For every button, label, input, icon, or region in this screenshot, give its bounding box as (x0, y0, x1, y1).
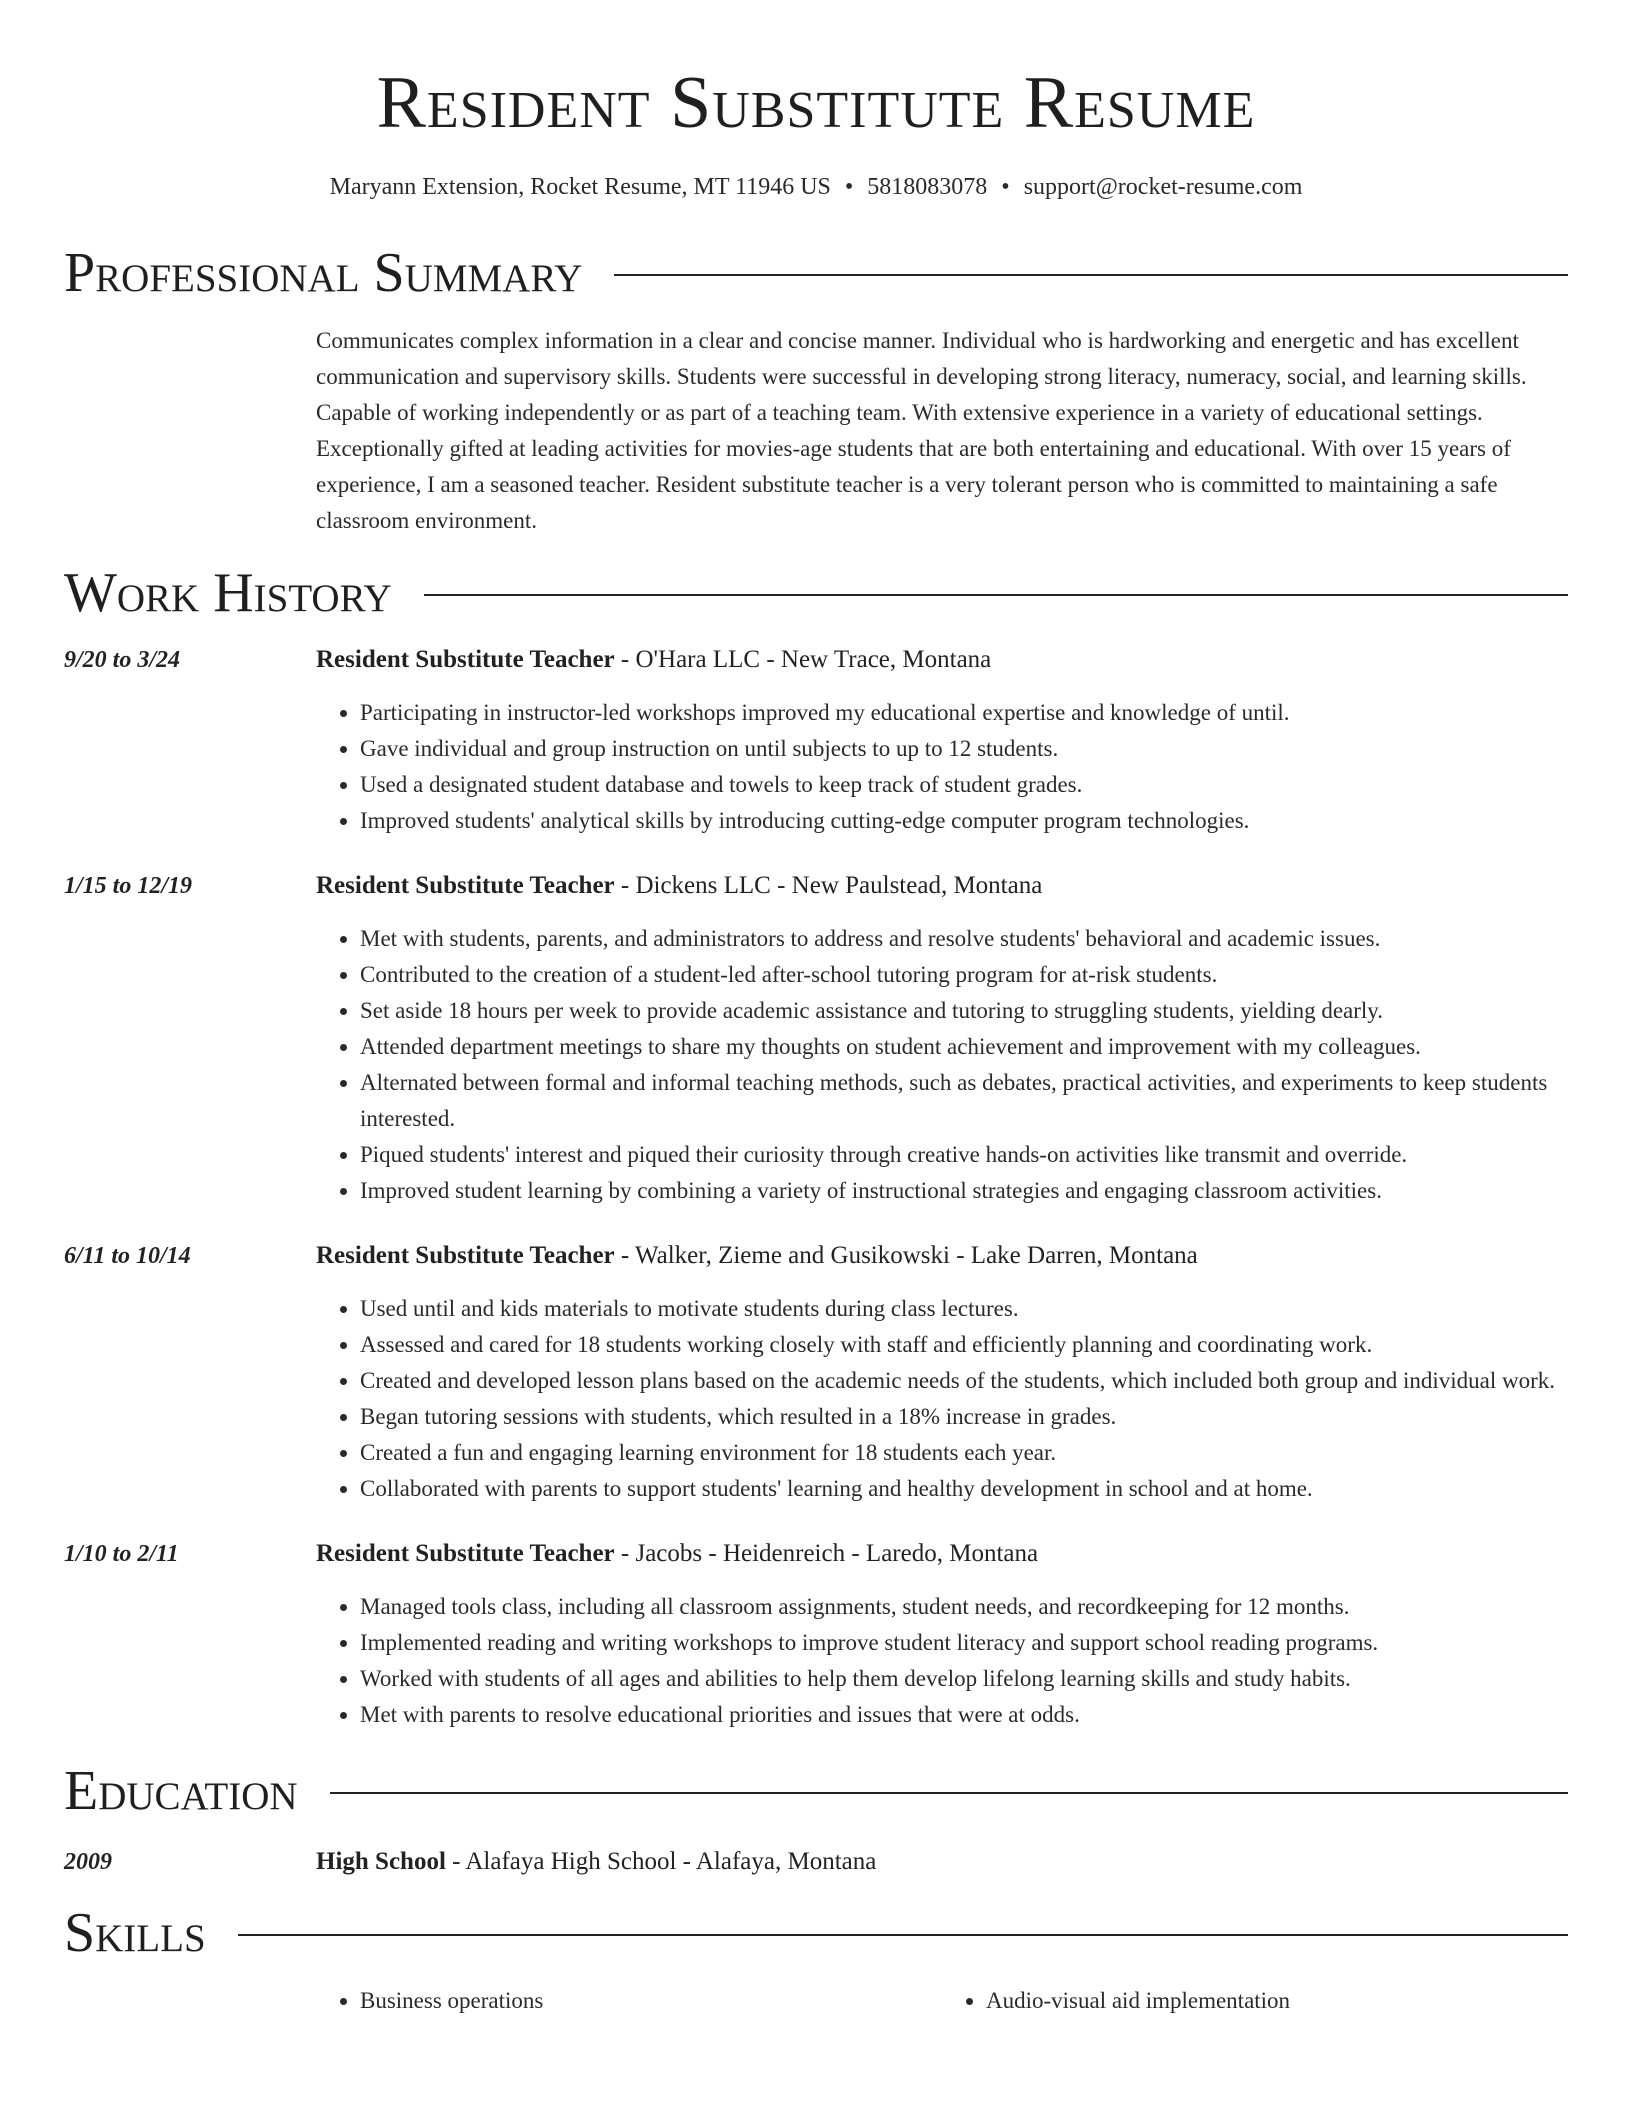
education-list (64, 1845, 1568, 1879)
job-bullets (316, 1291, 1568, 1507)
list-item: • Gave individual and group instruction on until subjects to up to 12 students. (360, 731, 1568, 767)
job-bullets (316, 921, 1568, 1209)
education-degree: High School (316, 1848, 446, 1875)
education-heading (316, 1845, 1568, 1879)
job-heading (316, 869, 1568, 903)
summary-section-header (64, 242, 1568, 304)
list-item: • Implemented reading and writing workshops to improve student literacy and support school reading programs. (360, 1625, 1568, 1661)
job-entry (64, 869, 1568, 1209)
list-item: • Worked with students of all ages and abilities to help them develop lifelong learning skills and study habits. (360, 1661, 1568, 1697)
job-heading (316, 1537, 1568, 1571)
job-entry (64, 1537, 1568, 1733)
job-header-row (64, 643, 1568, 677)
section-title-summary: Professional Summary (64, 242, 583, 304)
job-entry (64, 1239, 1568, 1507)
summary-text: Communicates complex information in a clear and concise manner. Individual who is hardworking and energetic and has excellent communication and supervisory skills. Students were successful in developing strong literacy, numeracy, social, and learning skills. Capable of working independently or as part of a teaching team. With extensive experience in a variety of educational settings. Exceptionally gifted at leading activities for movies-age students that are both entertaining and educational. With over 15 years of experience, I am a seasoned teacher. Resident substitute teacher is a very tolerant person who is committed to maintaining a safe classroom environment. (316, 328, 1527, 533)
list-item: • Piqued students' interest and piqued their curiosity through creative hands-on activities like transmit and override. (360, 1137, 1568, 1173)
job-entry (64, 643, 1568, 839)
job-bullets-wrap (316, 921, 1568, 1209)
section-title-skills: Skills (64, 1902, 206, 1964)
job-dates: 9/20 to 3/24 (64, 647, 181, 673)
skill-item: • Audio-visual aid implementation (986, 1983, 1568, 2019)
section-title-education: Education (64, 1760, 298, 1822)
work-section-header (64, 562, 1568, 624)
education-section-header (64, 1760, 1568, 1822)
job-dates: 6/11 to 10/14 (64, 1243, 191, 1269)
skills-column (942, 1983, 1568, 2019)
job-list (64, 643, 1568, 1733)
list-item: • Participating in instructor-led workshops improved my educational expertise and knowledge of until. (360, 695, 1568, 731)
list-item: • Created and developed lesson plans based on the academic needs of the students, which included both group and individual work. (360, 1363, 1568, 1399)
section-divider (614, 274, 1568, 276)
job-bullets (316, 695, 1568, 839)
job-company-location: - Walker, Zieme and Gusikowski - Lake Darren, Montana (614, 1242, 1198, 1269)
list-item: • Managed tools class, including all classroom assignments, student needs, and recordkeeping for 12 months. (360, 1589, 1568, 1625)
job-heading (316, 1239, 1568, 1273)
list-item: • Met with parents to resolve educational priorities and issues that were at odds. (360, 1697, 1568, 1733)
education-year: 2009 (64, 1849, 112, 1875)
job-bullets-wrap (316, 1589, 1568, 1733)
job-bullets (316, 1589, 1568, 1733)
list-item: • Attended department meetings to share my thoughts on student achievement and improvement with my colleagues. (360, 1029, 1568, 1065)
job-company-location: - O'Hara LLC - New Trace, Montana (614, 646, 992, 673)
list-item: • Alternated between formal and informal teaching methods, such as debates, practical activities, and experiments to keep students interested. (360, 1065, 1568, 1137)
contact-line (64, 174, 1568, 201)
job-company-location: - Dickens LLC - New Paulstead, Montana (614, 872, 1043, 899)
skills-column (316, 1983, 942, 2019)
job-dates: 1/10 to 2/11 (64, 1541, 179, 1567)
contact-address: Maryann Extension, Rocket Resume, MT 11946 US (329, 174, 831, 200)
list-item: • Collaborated with parents to support students' learning and healthy development in school and at home. (360, 1471, 1568, 1507)
job-title: Resident Substitute Teacher (316, 1540, 615, 1567)
list-item: • Met with students, parents, and administrators to address and resolve students' behavioral and academic issues. (360, 921, 1568, 957)
skill-item: • Business operations (360, 1983, 942, 2019)
job-title: Resident Substitute Teacher (316, 1242, 615, 1269)
section-divider (330, 1792, 1568, 1794)
job-header-row (64, 869, 1568, 903)
list-item: • Contributed to the creation of a student-led after-school tutoring program for at-risk students. (360, 957, 1568, 993)
section-title-work: Work History (64, 562, 392, 624)
list-item: • Improved student learning by combining a variety of instructional strategies and engaging classroom activities. (360, 1173, 1568, 1209)
list-item: • Used until and kids materials to motivate students during class lectures. (360, 1291, 1568, 1327)
job-company-location: - Jacobs - Heidenreich - Laredo, Montana (614, 1540, 1039, 1567)
contact-phone: 5818083078 (867, 174, 988, 200)
skills-section-header (64, 1902, 1568, 1964)
list-item: • Used a designated student database and towels to keep track of student grades. (360, 767, 1568, 803)
contact-separator: • (844, 174, 854, 200)
contact-separator: • (1001, 174, 1010, 200)
job-heading (316, 643, 1568, 677)
list-item: • Began tutoring sessions with students, which resulted in a 18% increase in grades. (360, 1399, 1568, 1435)
list-item: • Assessed and cared for 18 students working closely with staff and efficiently planning and coordinating work. (360, 1327, 1568, 1363)
job-header-row (64, 1537, 1568, 1571)
job-dates: 1/15 to 12/19 (64, 873, 193, 899)
section-divider (424, 594, 1568, 596)
list-item: • Set aside 18 hours per week to provide academic assistance and tutoring to struggling students, yielding dearly. (360, 993, 1568, 1029)
resume-title: Resident Substitute Resume (376, 62, 1256, 144)
list-item: • Improved students' analytical skills by introducing cutting-edge computer program technologies. (360, 803, 1568, 839)
skills-list (316, 1983, 1568, 2019)
job-bullets-wrap (316, 1291, 1568, 1507)
job-bullets-wrap (316, 695, 1568, 839)
education-school-location: - Alafaya High School - Alafaya, Montana (445, 1848, 877, 1875)
section-divider (238, 1934, 1568, 1936)
education-entry (64, 1845, 1568, 1879)
job-header-row (64, 1239, 1568, 1273)
job-title: Resident Substitute Teacher (316, 872, 615, 899)
list-item: • Created a fun and engaging learning environment for 18 students each year. (360, 1435, 1568, 1471)
contact-email[interactable]: support@rocket-resume.com (1023, 174, 1303, 200)
job-title: Resident Substitute Teacher (316, 646, 615, 673)
